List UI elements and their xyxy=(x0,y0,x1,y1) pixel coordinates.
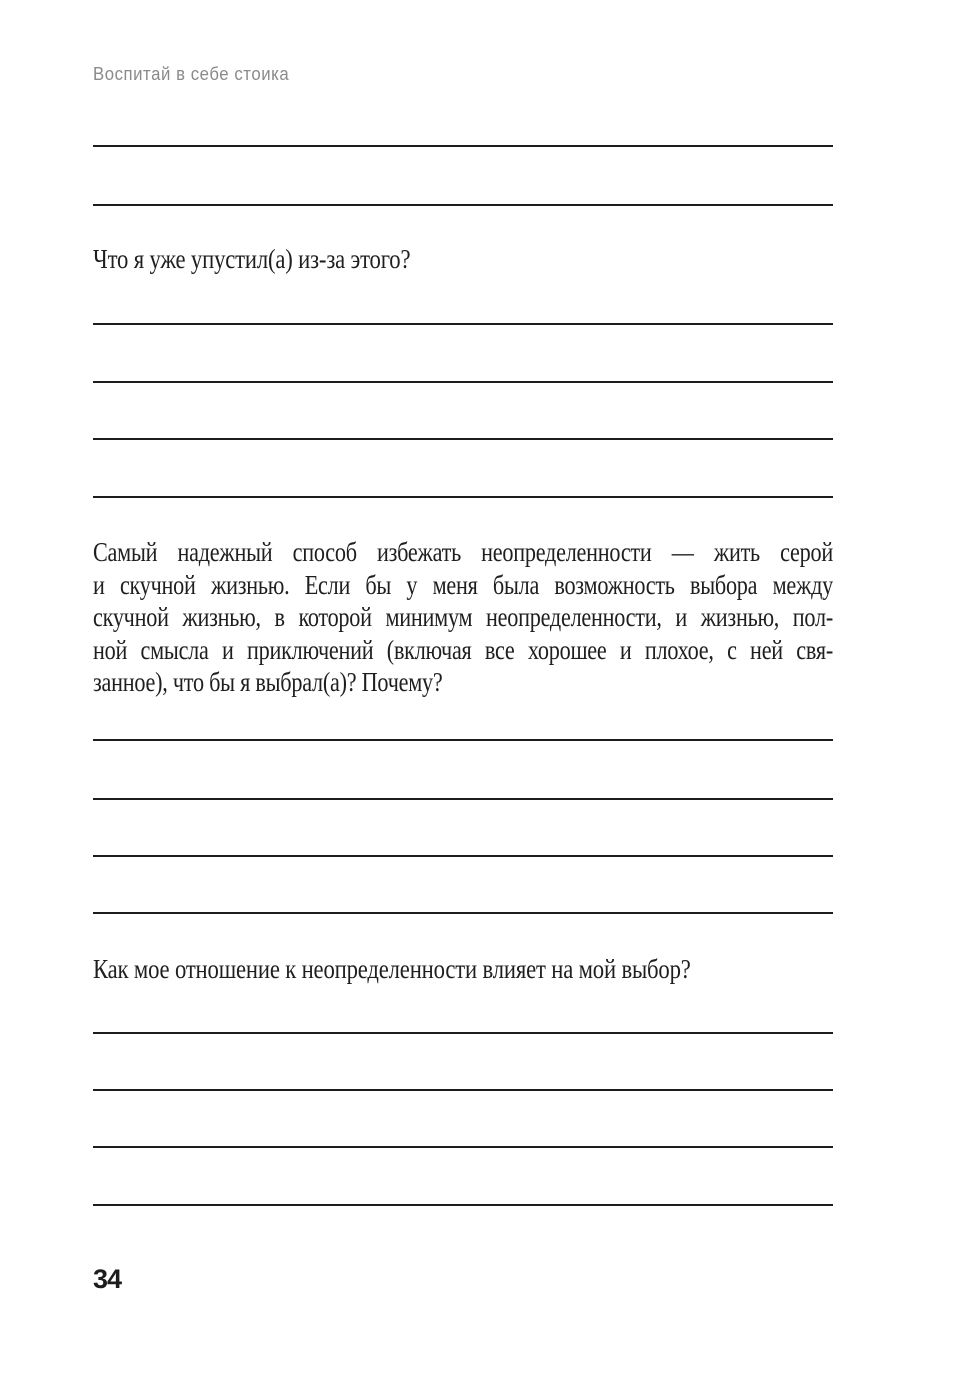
writing-line xyxy=(93,496,833,498)
paragraph-line: Самый надежный способ избежать неопределенности — жить серой xyxy=(93,537,833,567)
writing-line xyxy=(93,1146,833,1148)
writing-line xyxy=(93,739,833,741)
intro-paragraph xyxy=(93,536,833,699)
writing-line xyxy=(93,438,833,440)
writing-line xyxy=(93,1204,833,1206)
running-header: Воспитай в себе стоика xyxy=(93,64,290,84)
writing-line xyxy=(93,145,833,147)
question-what-missed: Что я уже упустил(а) из-за этого? xyxy=(93,244,411,274)
writing-line xyxy=(93,855,833,857)
writing-line xyxy=(93,798,833,800)
writing-line xyxy=(93,323,833,325)
writing-line xyxy=(93,912,833,914)
writing-line xyxy=(93,381,833,383)
writing-line xyxy=(93,1032,833,1034)
question-attitude-to-uncertainty: Как мое отношение к неопределенности влияет на мой выбор? xyxy=(93,954,691,984)
writing-line xyxy=(93,1089,833,1091)
writing-line xyxy=(93,204,833,206)
paragraph-line: занное), что бы я выбрал(а)? Почему? xyxy=(93,667,443,697)
paragraph-line: скучной жизнью, в которой минимум неопределенности, и жизнью, пол- xyxy=(93,602,833,632)
paragraph-line: ной смысла и приключений (включая все хорошее и плохое, с ней свя- xyxy=(93,634,833,665)
page-number: 34 xyxy=(93,1264,122,1294)
paragraph-line: и скучной жизнью. Если бы у меня была возможность выбора между xyxy=(93,569,833,600)
